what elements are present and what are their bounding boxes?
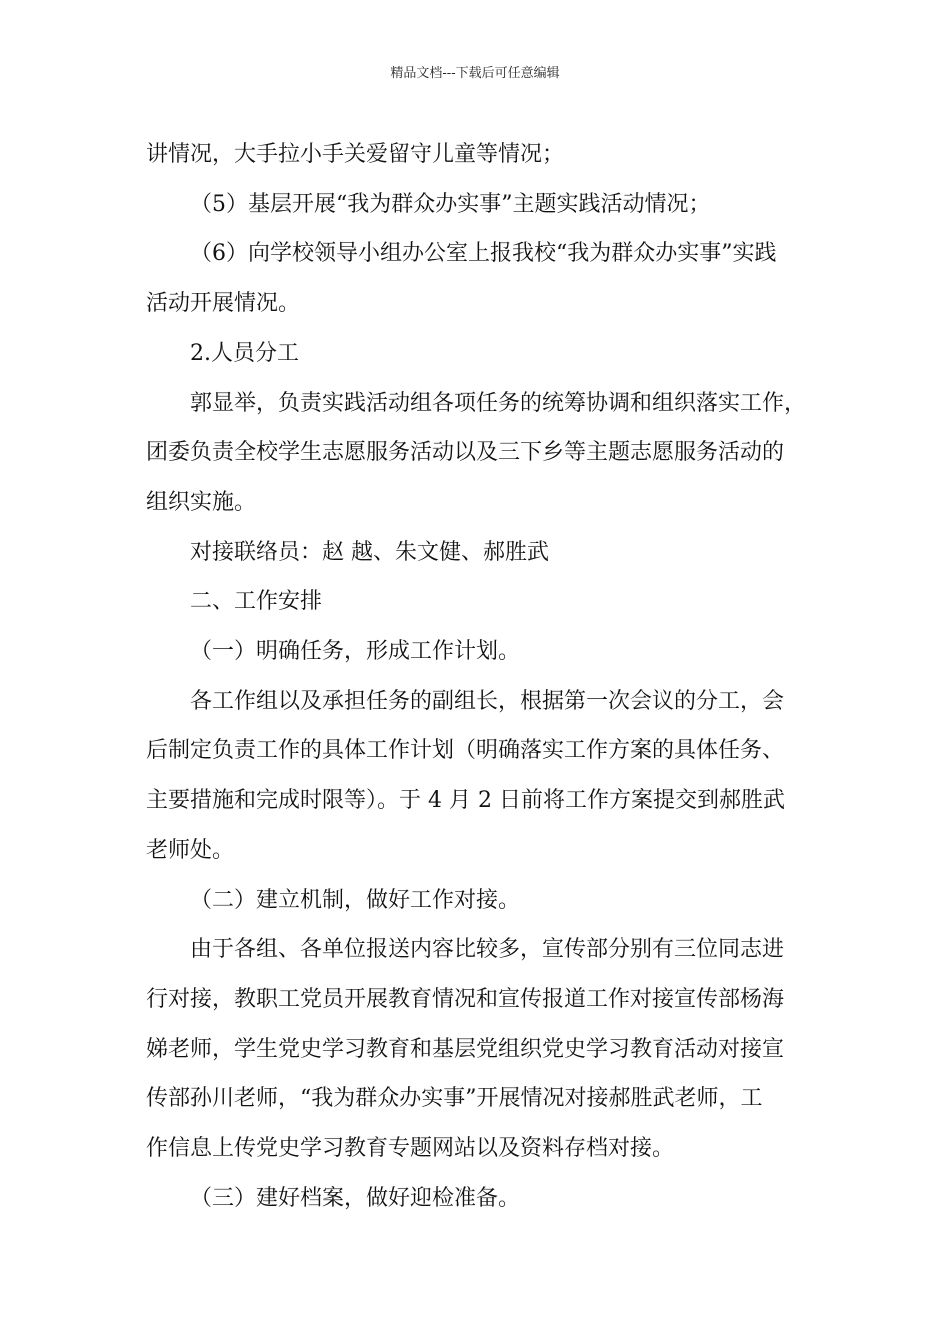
text-line: 娣老师，学生党史学习教育和基层党组织党史学习教育活动对接宣 xyxy=(146,1036,785,1062)
subsection-heading: （二）建立机制，做好工作对接。 xyxy=(190,887,521,913)
text-line: 组织实施。 xyxy=(146,489,257,515)
section-heading: 二、工作安排 xyxy=(190,589,323,615)
page-header: 精品文档---下载后可任意编辑 xyxy=(390,66,560,81)
text-line: 后制定负责工作的具体工作计划（明确落实工作方案的具体任务、 xyxy=(146,738,785,764)
section-heading: 2.人员分工 xyxy=(190,340,299,366)
text-line: 郭显举，负责实践活动组各项任务的统筹协调和组织落实工作， xyxy=(190,390,807,416)
text-line: 传部孙川老师，“我为群众办实事”开展情况对接郝胜武老师，工 xyxy=(146,1086,763,1112)
text-line: 团委负责全校学生志愿服务活动以及三下乡等主题志愿服务活动的 xyxy=(146,440,785,466)
text-line: 由于各组、各单位报送内容比较多，宣传部分别有三位同志进 xyxy=(190,937,785,963)
text-line: 行对接，教职工党员开展教育情况和宣传报道工作对接宣传部杨海 xyxy=(146,986,785,1012)
text-line: 各工作组以及承担任务的副组长，根据第一次会议的分工，会 xyxy=(190,688,785,714)
text-line: 活动开展情况。 xyxy=(146,291,301,317)
text-line: 老师处。 xyxy=(146,837,235,863)
text-line: 讲情况，大手拉小手关爱留守儿童等情况； xyxy=(146,142,565,167)
text-line: 主要措施和完成时限等）。于 4 月 2 日前将工作方案提交到郝胜武 xyxy=(146,788,785,814)
document-body xyxy=(146,130,816,1223)
text-line: （6）向学校领导小组办公室上报我校“我为群众办实事”实践 xyxy=(190,241,777,267)
text-line: 对接联络员：赵 越、朱文健、郝胜武 xyxy=(190,539,549,565)
text-line: 作信息上传党史学习教育专题网站以及资料存档对接。 xyxy=(146,1136,675,1162)
subsection-heading: （三）建好档案，做好迎检准备。 xyxy=(190,1185,521,1211)
subsection-heading: （一）明确任务，形成工作计划。 xyxy=(190,639,521,665)
text-line: （5）基层开展“我为群众办实事”主题实践活动情况； xyxy=(190,191,711,217)
